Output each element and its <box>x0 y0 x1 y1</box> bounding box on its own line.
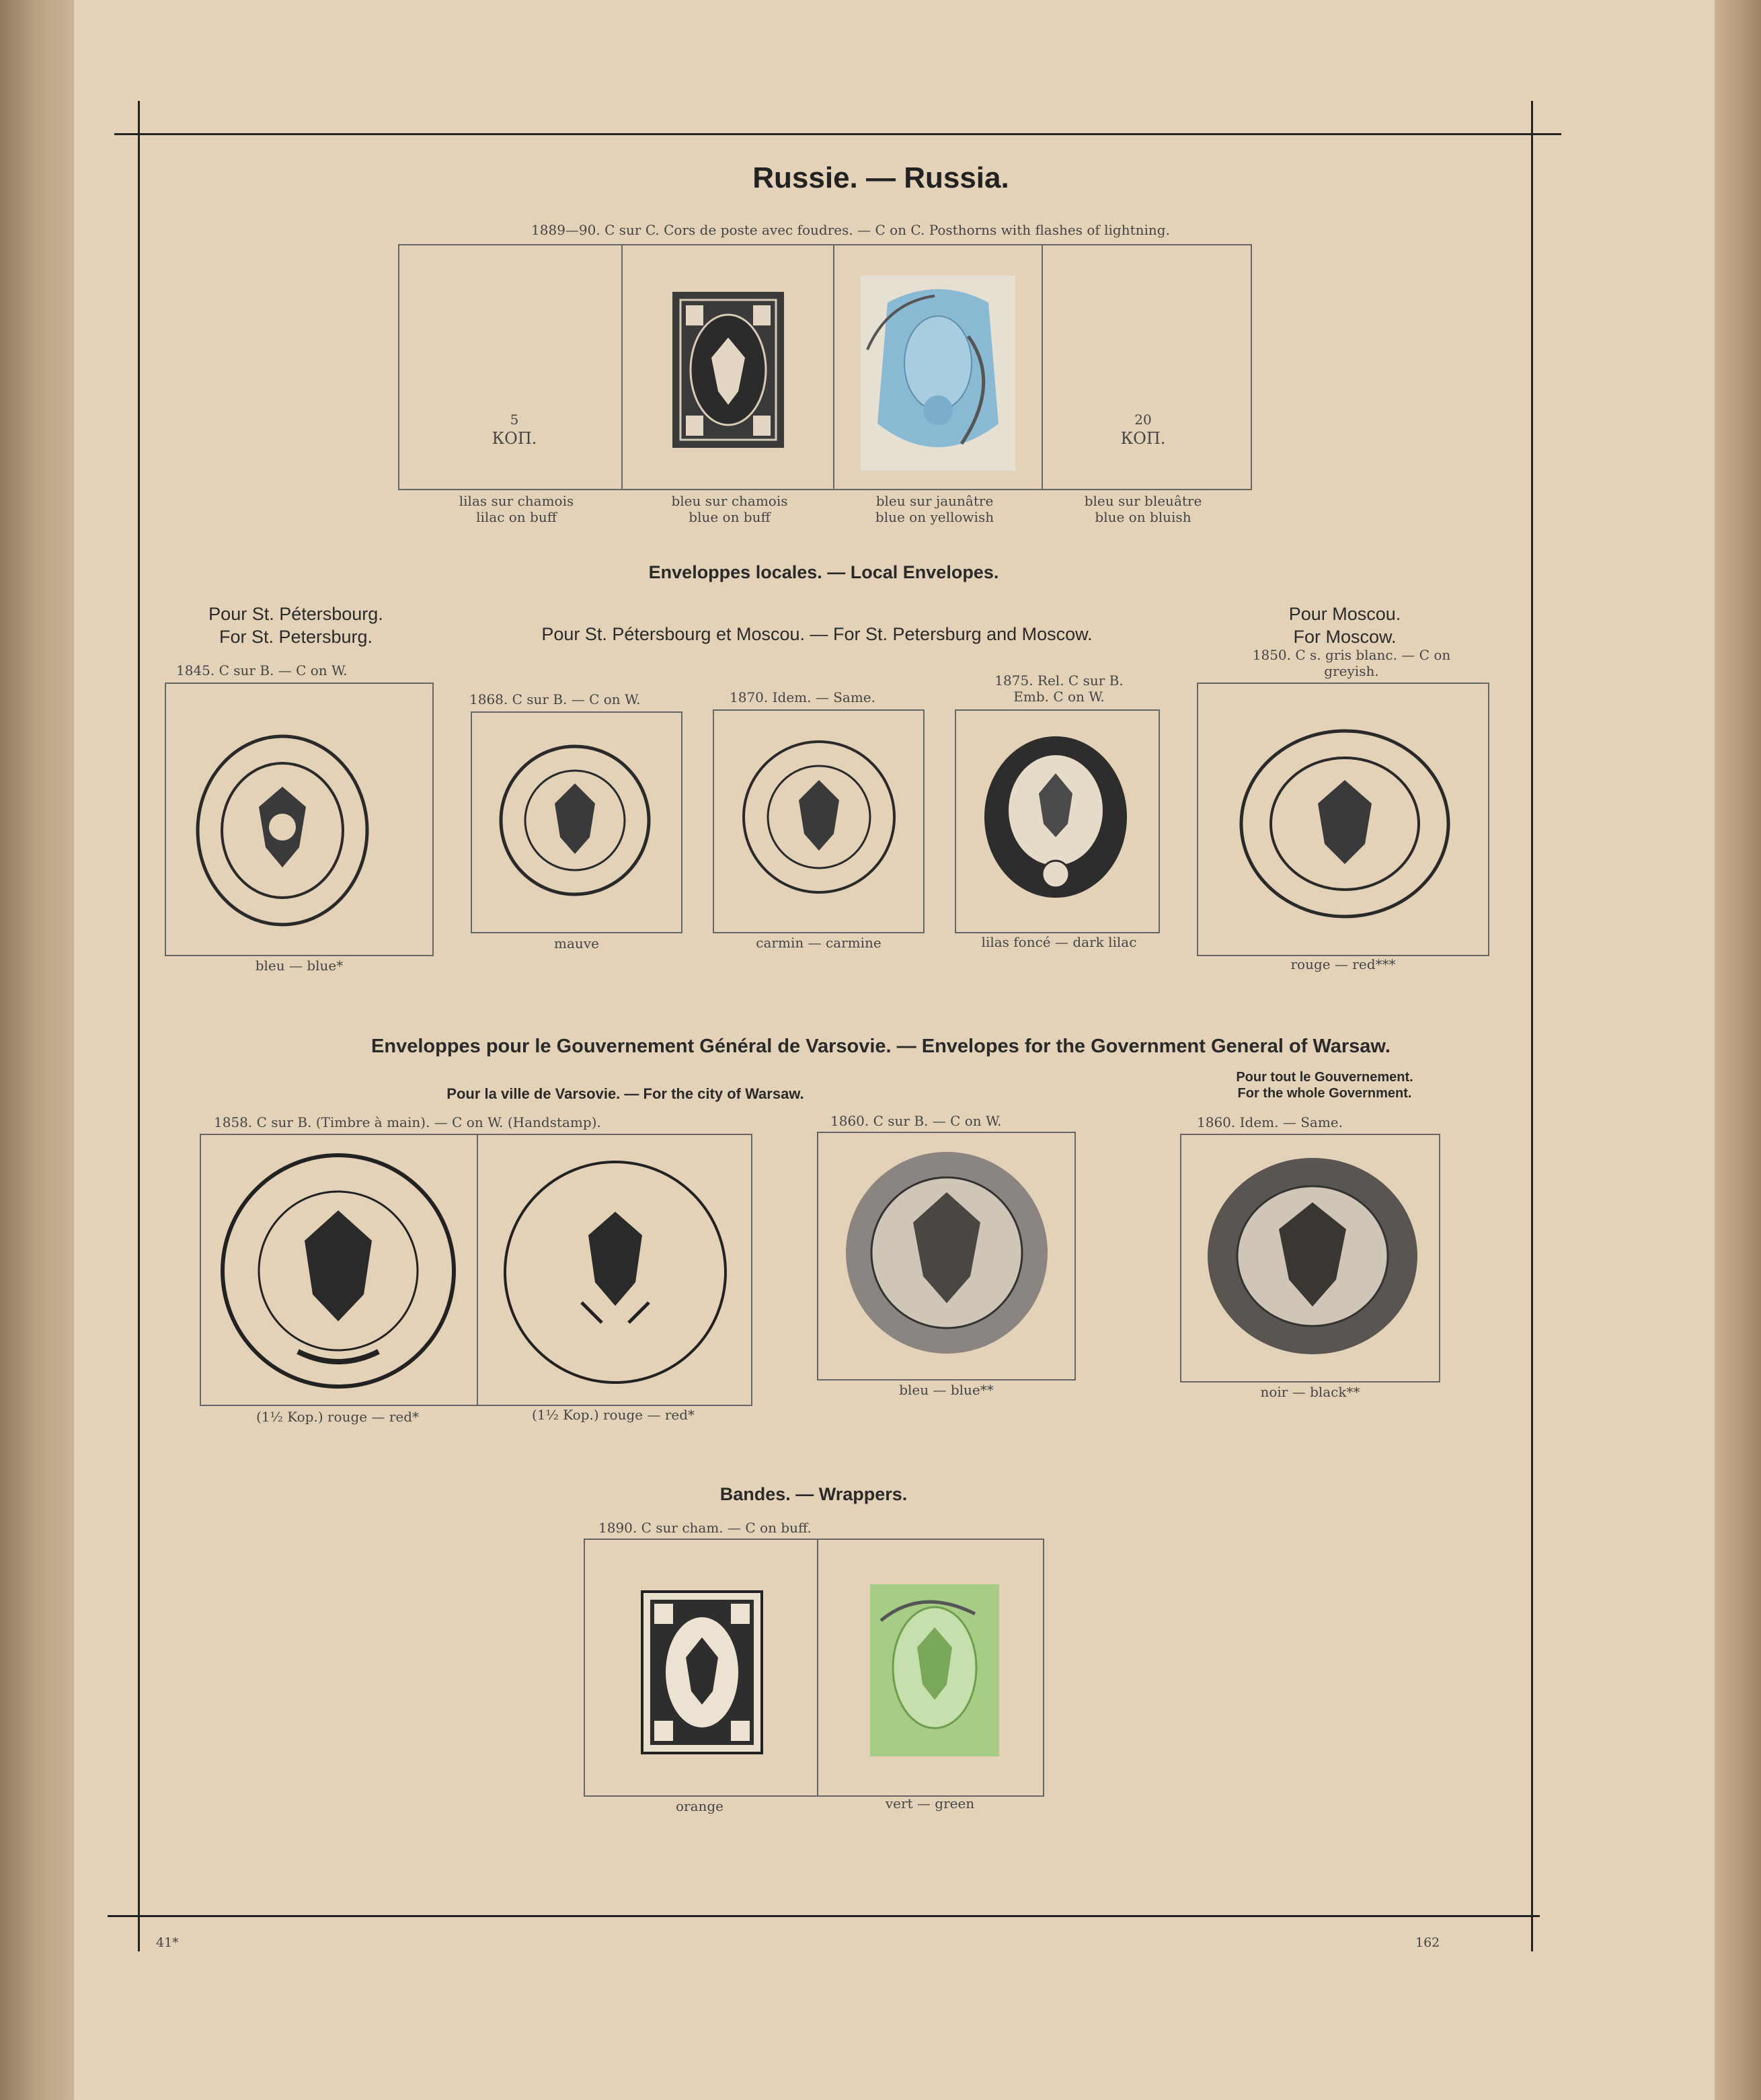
right-rule <box>1531 101 1533 1951</box>
footer-left-number: 41* <box>156 1935 179 1950</box>
stpete-sub: 1845. C sur B. — C on W. <box>176 662 348 678</box>
warsaw-mid-sub: 1860. C sur B. — C on W. <box>830 1113 1002 1129</box>
warsaw-mid-caption: bleu — blue** <box>899 1382 994 1398</box>
moscow-caption: rouge — red*** <box>1290 956 1396 972</box>
postcard-slot-4-placeholder: 20 КОП. <box>1120 412 1166 448</box>
env-1870-caption: carmin — carmine <box>756 935 882 951</box>
page-title: Russie. — Russia. <box>752 161 1009 194</box>
postcard-caption-1: lilas sur chamois lilac on buff <box>459 493 574 525</box>
wrapper-stamp-black-1-kop <box>641 1590 763 1754</box>
warsaw-gov-sub: 1860. Idem. — Same. <box>1197 1114 1343 1130</box>
wrapper-stamp-green-2-kop <box>867 1580 1002 1762</box>
moscow-sub: 1850. C s. gris blanc. — C on greyish. <box>1252 647 1451 679</box>
env-1875-embossed-stamp <box>982 733 1130 901</box>
moscow-title: Pour Moscou. For Moscow. <box>1288 604 1401 647</box>
warsaw-gov-caption: noir — black** <box>1260 1384 1360 1400</box>
env-1870-sub: 1870. Idem. — Same. <box>730 689 875 705</box>
page-edges <box>1715 0 1761 2100</box>
wrappers-sub: 1890. C sur cham. — C on buff. <box>598 1520 812 1536</box>
postcard-caption-3: bleu sur jaunâtre blue on yellowish <box>875 493 994 525</box>
postcards-row <box>398 244 1252 490</box>
env-1875-caption: lilas foncé — dark lilac <box>981 934 1137 950</box>
env-1868-sub: 1868. C sur B. — C on W. <box>469 691 641 707</box>
local-envelopes-heading: Enveloppes locales. — Local Envelopes. <box>648 562 999 582</box>
warsaw-city-caption-1: (1½ Kop.) rouge — red* <box>256 1409 420 1425</box>
wrappers-heading: Bandes. — Wrappers. <box>719 1484 908 1504</box>
env-1875-sub: 1875. Rel. C sur B. Emb. C on W. <box>994 672 1124 705</box>
env-1868-stamp <box>498 743 652 898</box>
warsaw-city-handstamp-1 <box>217 1150 459 1392</box>
warsaw-city-caption-2: (1½ Kop.) rouge — red* <box>531 1407 695 1423</box>
stpete-title: Pour St. Pétersbourg. For St. Petersburg. <box>208 604 383 647</box>
warsaw-gov-title: Pour tout le Gouvernement. For the whole Government. <box>1236 1070 1413 1101</box>
footer-page-number: 162 <box>1415 1935 1440 1950</box>
postcard-slot-1-placeholder: 5 КОП. <box>492 412 537 448</box>
postcard-stamp-black-7-kop <box>671 290 785 449</box>
warsaw-1860-stamp <box>843 1149 1051 1357</box>
top-rule <box>114 133 1561 135</box>
left-rule <box>138 101 140 1951</box>
book-spine <box>0 0 81 2100</box>
postcard-caption-4: bleu sur bleuâtre blue on bluish <box>1084 493 1202 525</box>
warsaw-city-title: Pour la ville de Varsovie. — For the city of Warsaw. <box>446 1085 804 1102</box>
moscow-1850-handstamp <box>1237 726 1452 921</box>
env-1868-caption: mauve <box>554 935 599 951</box>
postcard-caption-2: bleu sur chamois blue on buff <box>671 493 788 525</box>
warsaw-gov-1860-stamp <box>1205 1155 1420 1357</box>
env-1870-stamp <box>738 740 900 894</box>
postcards-heading: 1889—90. C sur C. Cors de poste avec foudres. — C on C. Posthorns with flashes of lightning. <box>531 222 1170 238</box>
warsaw-heading: Enveloppes pour le Gouvernement Général de Varsovie. — Envelopes for the Government General of Warsaw. <box>371 1036 1391 1057</box>
wrapper-caption-2: vert — green <box>885 1795 975 1812</box>
warsaw-city-handstamp-2 <box>501 1158 730 1387</box>
wrapper-caption-1: orange <box>675 1798 724 1814</box>
bottom-rule <box>108 1915 1540 1917</box>
stpete-1845-handstamp <box>195 733 370 928</box>
warsaw-city-sub: 1858. C sur B. (Timbre à main). — C on W. (Handstamp). <box>214 1114 601 1130</box>
postcard-stamp-blue-10-kop <box>861 276 1015 471</box>
stpete-caption: bleu — blue* <box>255 958 344 974</box>
stpete-moscow-title: Pour St. Pétersbourg et Moscou. — For St. Petersburg and Moscow. <box>541 624 1093 644</box>
